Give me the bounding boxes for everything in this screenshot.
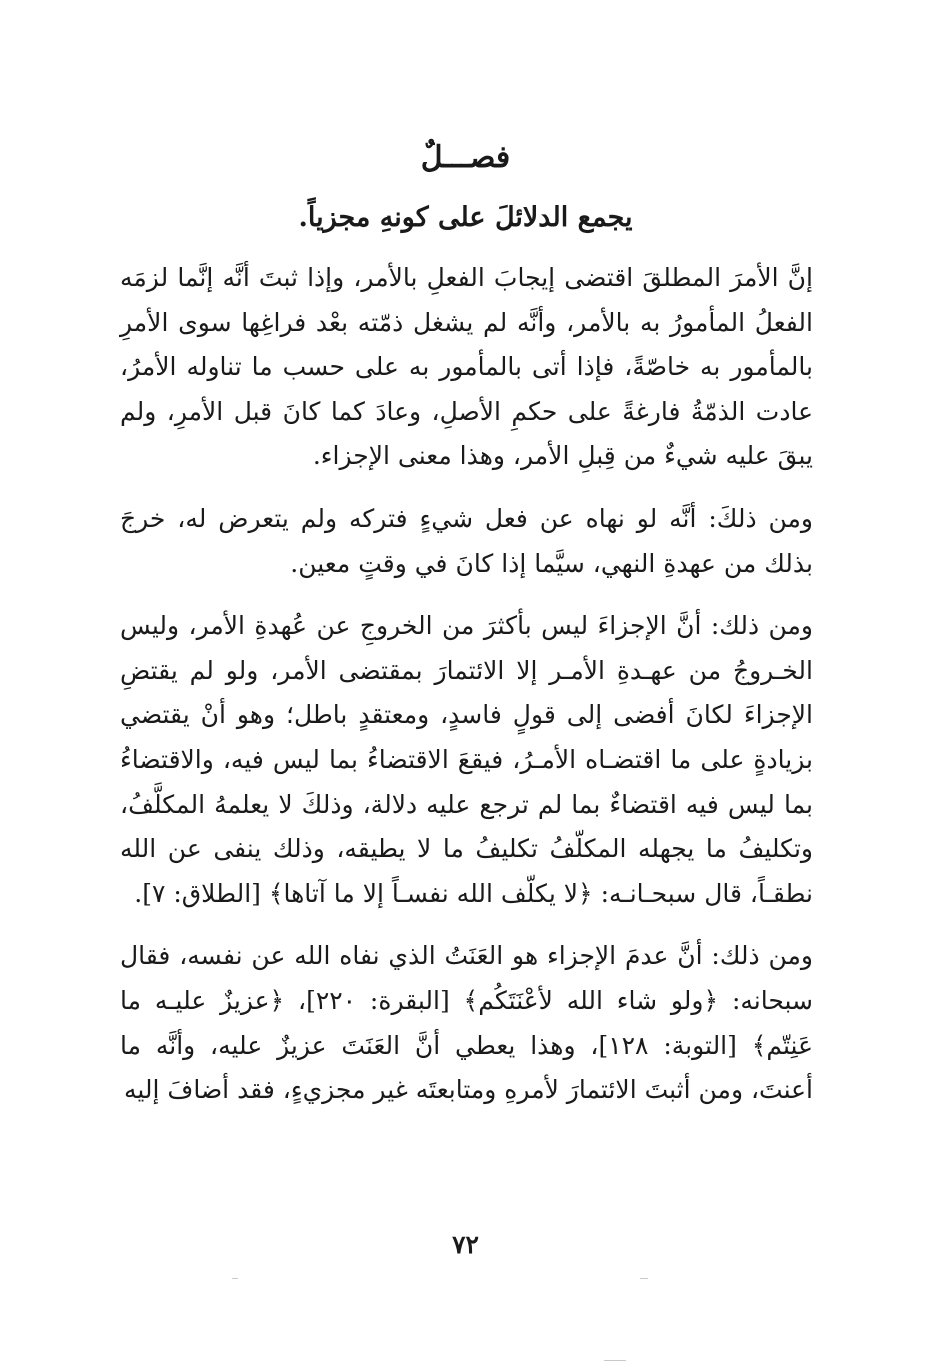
paragraph-4: ومن ذلك: أنَّ عدمَ الإجزاء هو العَنَتُ الذي نفاه الله عن نفسه، فقال سبحانه: ﴿ولو شاء الله لأعْنَتَكُم﴾ [البقرة: ٢٢٠]، ﴿عزيزٌ عليـه ما عَنِتّم﴾ [التوبة: ١٢٨]، وهذا يعطي أنَّ العَنَتَ عزيزٌ عليه، وأنَّه ما أعنتَ، ومن أثبتَ الائتمارَ لأمرهِ ومتابعتَه غير مجزيءٍ، فقد أضافَ إليه	[120, 941, 814, 1105]
section-heading: فصـــلٌ	[420, 140, 511, 175]
scan-speck	[640, 1278, 648, 1279]
paragraph-2: ومن ذلكَ: أنَّه لو نهاه عن فعل شيءٍ فتركه ولم يتعرض له، خرجَ بذلك من عهدةِ النهي، سيَّما إذا كانَ في وقتٍ معين.	[120, 503, 813, 578]
paragraph-1: إنَّ الأمرَ المطلقَ اقتضى إيجابَ الفعلِ بالأمر، وإذا ثبتَ أنَّه إنَّما لزمَه الفعلُ المأمورُ به بالأمر، وأنَّه لم يشغل ذمّته بعْد فراغِها سوى الأمرِ بالمأمور به خاصّةً، فإذا أتى بالمأمور به على حسب ما تناوله الأمرُ، عادت الذمّةُ فارغةً على حكمِ الأصلِ، وعادَ كما كانَ قبل الأمرِ، ولم يبقَ عليه شيءٌ من قِبلِ الأمر، وهذا معنى الإجزاء.	[120, 263, 813, 471]
page-number: ٧٢	[452, 1230, 479, 1259]
scan-speck	[604, 1360, 626, 1361]
scan-speck	[232, 1278, 238, 1279]
paragraph-3: ومن ذلك: أنَّ الإجزاءَ ليس بأكثرَ من الخروجِ عن عُهدةِ الأمر، وليس الخـروجُ من عهـدةِ الأمـر إلا الائتمارَ بمقتضى الأمر، ولو لم يقتضِ الإجزاءَ لكانَ أفضى إلى قولٍ فاسدٍ، ومعتقدٍ باطل؛ وهو أنْ يقتضي بزيادةٍ على ما اقتضـاه الأمـرُ، فيقعَ الاقتضاءُ بما ليس فيه، والاقتضاءُ بما ليس فيه اقتضاءٌ بما لم ترجع عليه دلالة، وذلكَ لا يعلمهُ المكلَّفُ، وتكليفُ ما يجهله المكلّفُ تكليفُ ما لا يطيقه، وذلك ينفى عن الله نطقـاً، قال سبحـانـه: ﴿لا يكلّف الله نفسـاً إلا ما آتاها﴾ [الطلاق: ٧].	[120, 611, 813, 908]
section-subtitle: يجمع الدلائلَ على كونهِ مجزياً.	[298, 202, 633, 233]
page-body	[120, 256, 813, 1113]
